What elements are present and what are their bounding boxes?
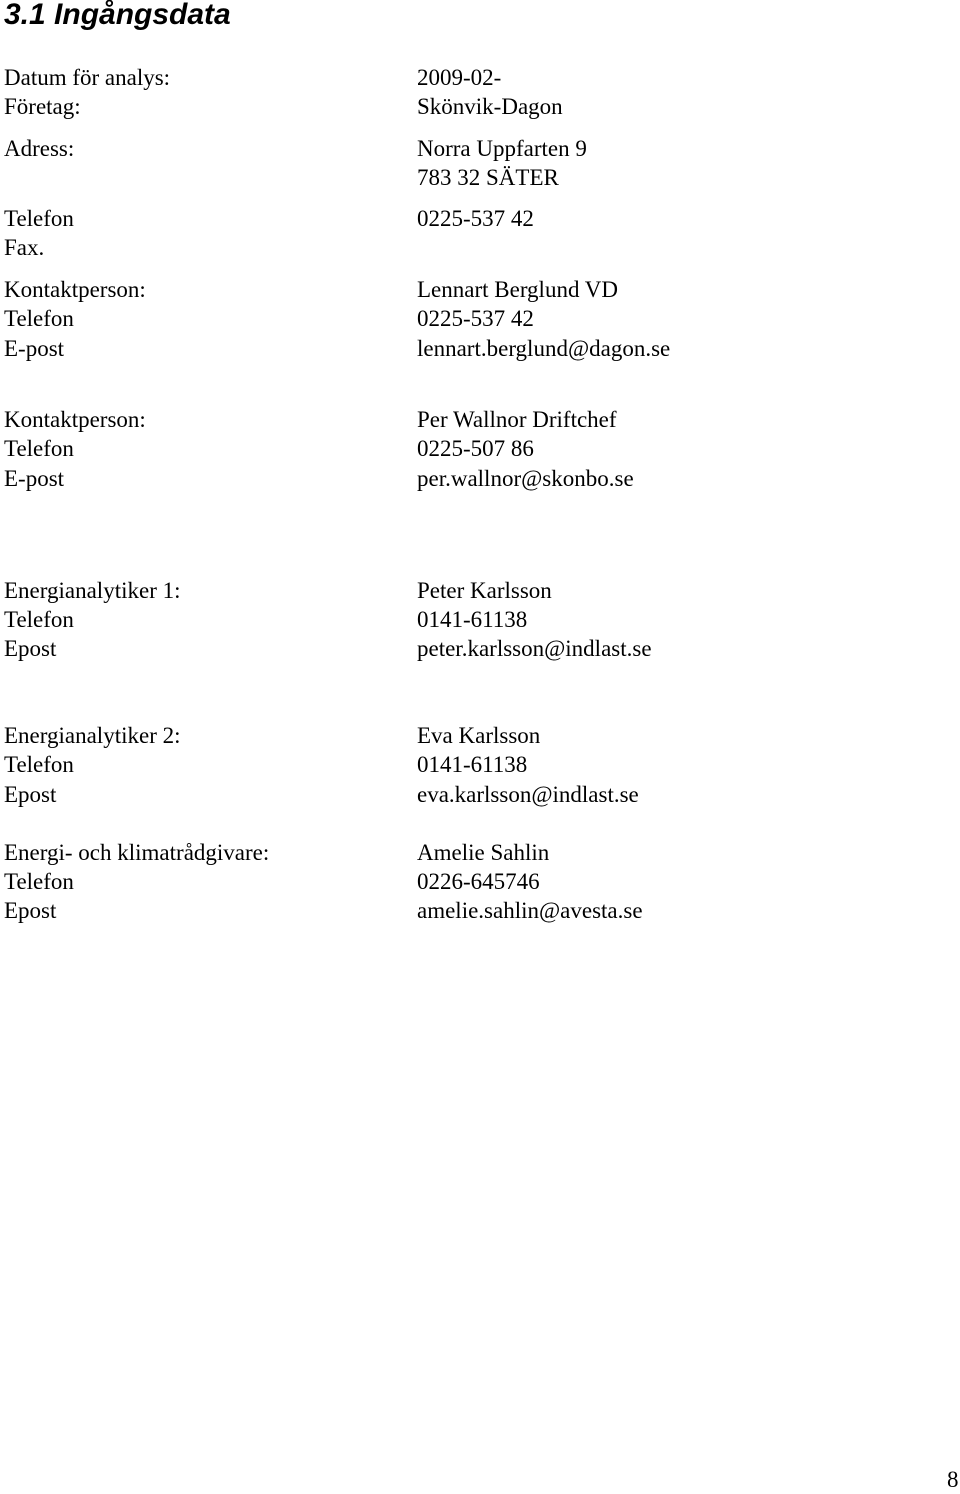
field-label: Kontaktperson: — [4, 407, 146, 432]
field-value: Norra Uppfarten 9 — [417, 136, 587, 161]
field-label: Telefon — [4, 306, 74, 331]
row-address — [0, 134, 960, 163]
row-analyst-2-email — [0, 780, 960, 809]
field-label: Datum för analys: — [4, 65, 171, 90]
page-number: 8 — [947, 1467, 959, 1492]
row-contact-2-email — [0, 464, 960, 493]
field-value: eva.karlsson@indlast.se — [417, 782, 639, 807]
row-contact-1-phone — [0, 304, 960, 333]
field-label: Telefon — [4, 436, 74, 461]
field-value: lennart.berglund@dagon.se — [417, 336, 671, 361]
field-label: Telefon — [4, 752, 74, 777]
row-analyst-2 — [0, 721, 960, 750]
row-climate-advisor-phone — [0, 867, 960, 896]
field-label: Epost — [4, 636, 57, 661]
field-value: 0225-537 42 — [417, 206, 534, 231]
field-label: Epost — [4, 782, 57, 807]
row-contact-2-phone — [0, 434, 960, 463]
field-label: Telefon — [4, 607, 74, 632]
field-value: per.wallnor@skonbo.se — [417, 466, 634, 491]
field-value: peter.karlsson@indlast.se — [417, 636, 652, 661]
field-label: Telefon — [4, 206, 74, 231]
field-value: Amelie Sahlin — [417, 840, 550, 865]
field-value: 0225-537 42 — [417, 306, 534, 331]
row-climate-advisor-email — [0, 896, 960, 925]
row-contact-1-email — [0, 334, 960, 363]
row-fax — [0, 233, 960, 262]
row-company — [0, 92, 960, 121]
field-value: Per Wallnor Driftchef — [417, 407, 617, 432]
row-contact-2 — [0, 405, 960, 434]
field-label: Energi- och klimatrådgivare: — [4, 840, 270, 865]
field-label: Företag: — [4, 94, 81, 119]
row-analysis-date — [0, 63, 960, 92]
field-value: Skönvik-Dagon — [417, 94, 563, 119]
row-analyst-1 — [0, 576, 960, 605]
field-value: Peter Karlsson — [417, 578, 552, 603]
field-value: amelie.sahlin@avesta.se — [417, 898, 643, 923]
field-value: 2009-02- — [417, 65, 502, 90]
row-company-phone — [0, 204, 960, 233]
row-climate-advisor — [0, 838, 960, 867]
section-heading: 3.1 Ingångsdata — [4, 0, 231, 31]
field-value: Eva Karlsson — [417, 723, 541, 748]
field-label: Kontaktperson: — [4, 277, 146, 302]
field-label: Telefon — [4, 869, 74, 894]
field-value: 0141-61138 — [417, 752, 528, 777]
row-analyst-1-phone — [0, 605, 960, 634]
field-value: 0226-645746 — [417, 869, 540, 894]
row-analyst-2-phone — [0, 750, 960, 779]
field-label: E-post — [4, 336, 65, 361]
field-label: Adress: — [4, 136, 75, 161]
field-value: 0141-61138 — [417, 607, 528, 632]
field-label: Fax. — [4, 235, 45, 260]
field-value: Lennart Berglund VD — [417, 277, 619, 302]
field-label: Energianalytiker 2: — [4, 723, 181, 748]
field-value: 0225-507 86 — [417, 436, 534, 461]
row-address-postal — [0, 163, 960, 192]
field-value: 783 32 SÄTER — [417, 165, 559, 190]
field-label: Energianalytiker 1: — [4, 578, 181, 603]
field-label: Epost — [4, 898, 57, 923]
field-label: E-post — [4, 466, 65, 491]
row-analyst-1-email — [0, 634, 960, 663]
row-contact-1 — [0, 275, 960, 304]
